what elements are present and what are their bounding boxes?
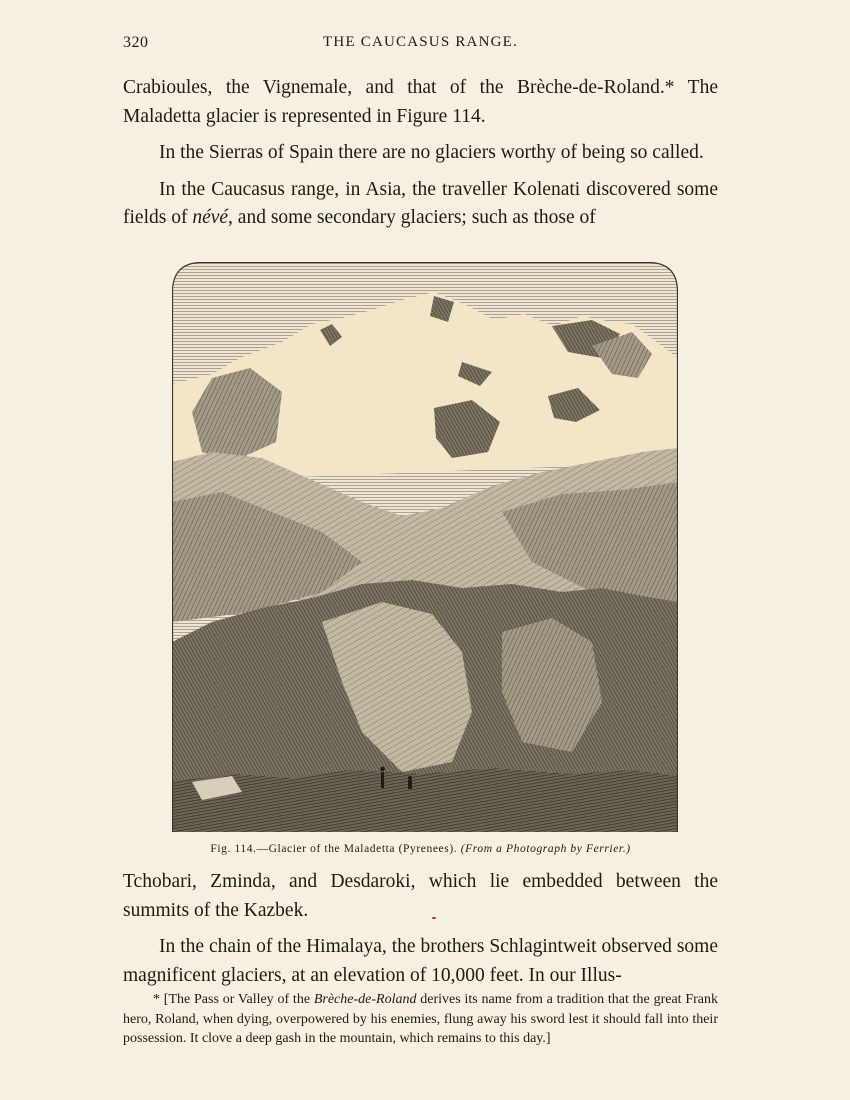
caption-label: Fig. 114.—Glacier of the Maladetta (Pyrenees). bbox=[210, 843, 458, 855]
paragraph-3-text-a: In the Caucasus range, in Asia, the traveller Kolenati discovered some fields of bbox=[123, 178, 718, 228]
footnote-text bbox=[123, 990, 718, 1049]
footnote bbox=[123, 990, 718, 1049]
footnote-italic: Brèche-de-Roland bbox=[313, 992, 417, 1007]
paragraph-3-text-b: , and some secondary glaciers; such as those of bbox=[228, 207, 596, 228]
caption-credit: (From a Photograph by Ferrier.) bbox=[460, 843, 631, 855]
page-number: 320 bbox=[123, 34, 149, 51]
paragraph-1: Crabioules, the Vignemale, and that of the Brèche-de-Roland.* The Maladetta glacier is represented in Figure 114. bbox=[123, 77, 718, 127]
paragraph-3-italic: névé bbox=[192, 207, 229, 228]
running-title: THE CAUCASUS RANGE. bbox=[323, 34, 518, 50]
footnote-text-a: * [The Pass or Valley of the bbox=[153, 992, 314, 1007]
body-text-top bbox=[123, 74, 718, 233]
body-text-bottom bbox=[123, 868, 718, 990]
footnote-text-b: derives its name from a tradition that the great Frank hero, Roland, when dying, overpowered by his enemies, flung away his sword lest it should fall into their possession. It clove a deep gash in the mountain, which remains to this day.] bbox=[123, 992, 719, 1046]
valley-floor bbox=[172, 768, 678, 837]
figure-caption bbox=[123, 843, 718, 855]
paragraph-4: Tchobari, Zminda, and Desdaroki, which lie embedded between the summits of the Kazbek. bbox=[123, 871, 718, 921]
paragraph-2: In the Sierras of Spain there are no glaciers worthy of being so called. bbox=[159, 142, 704, 163]
ink-mark bbox=[432, 917, 436, 919]
paragraph-5: In the chain of the Himalaya, the brothers Schlagintweit observed some magnificent glaciers, at an elevation of 10,000 feet. In our Illus- bbox=[123, 936, 718, 986]
engraving-illustration bbox=[172, 262, 678, 837]
figure-maladetta-engraving bbox=[172, 262, 678, 837]
paragraph-3 bbox=[123, 176, 718, 233]
running-head bbox=[123, 34, 718, 58]
